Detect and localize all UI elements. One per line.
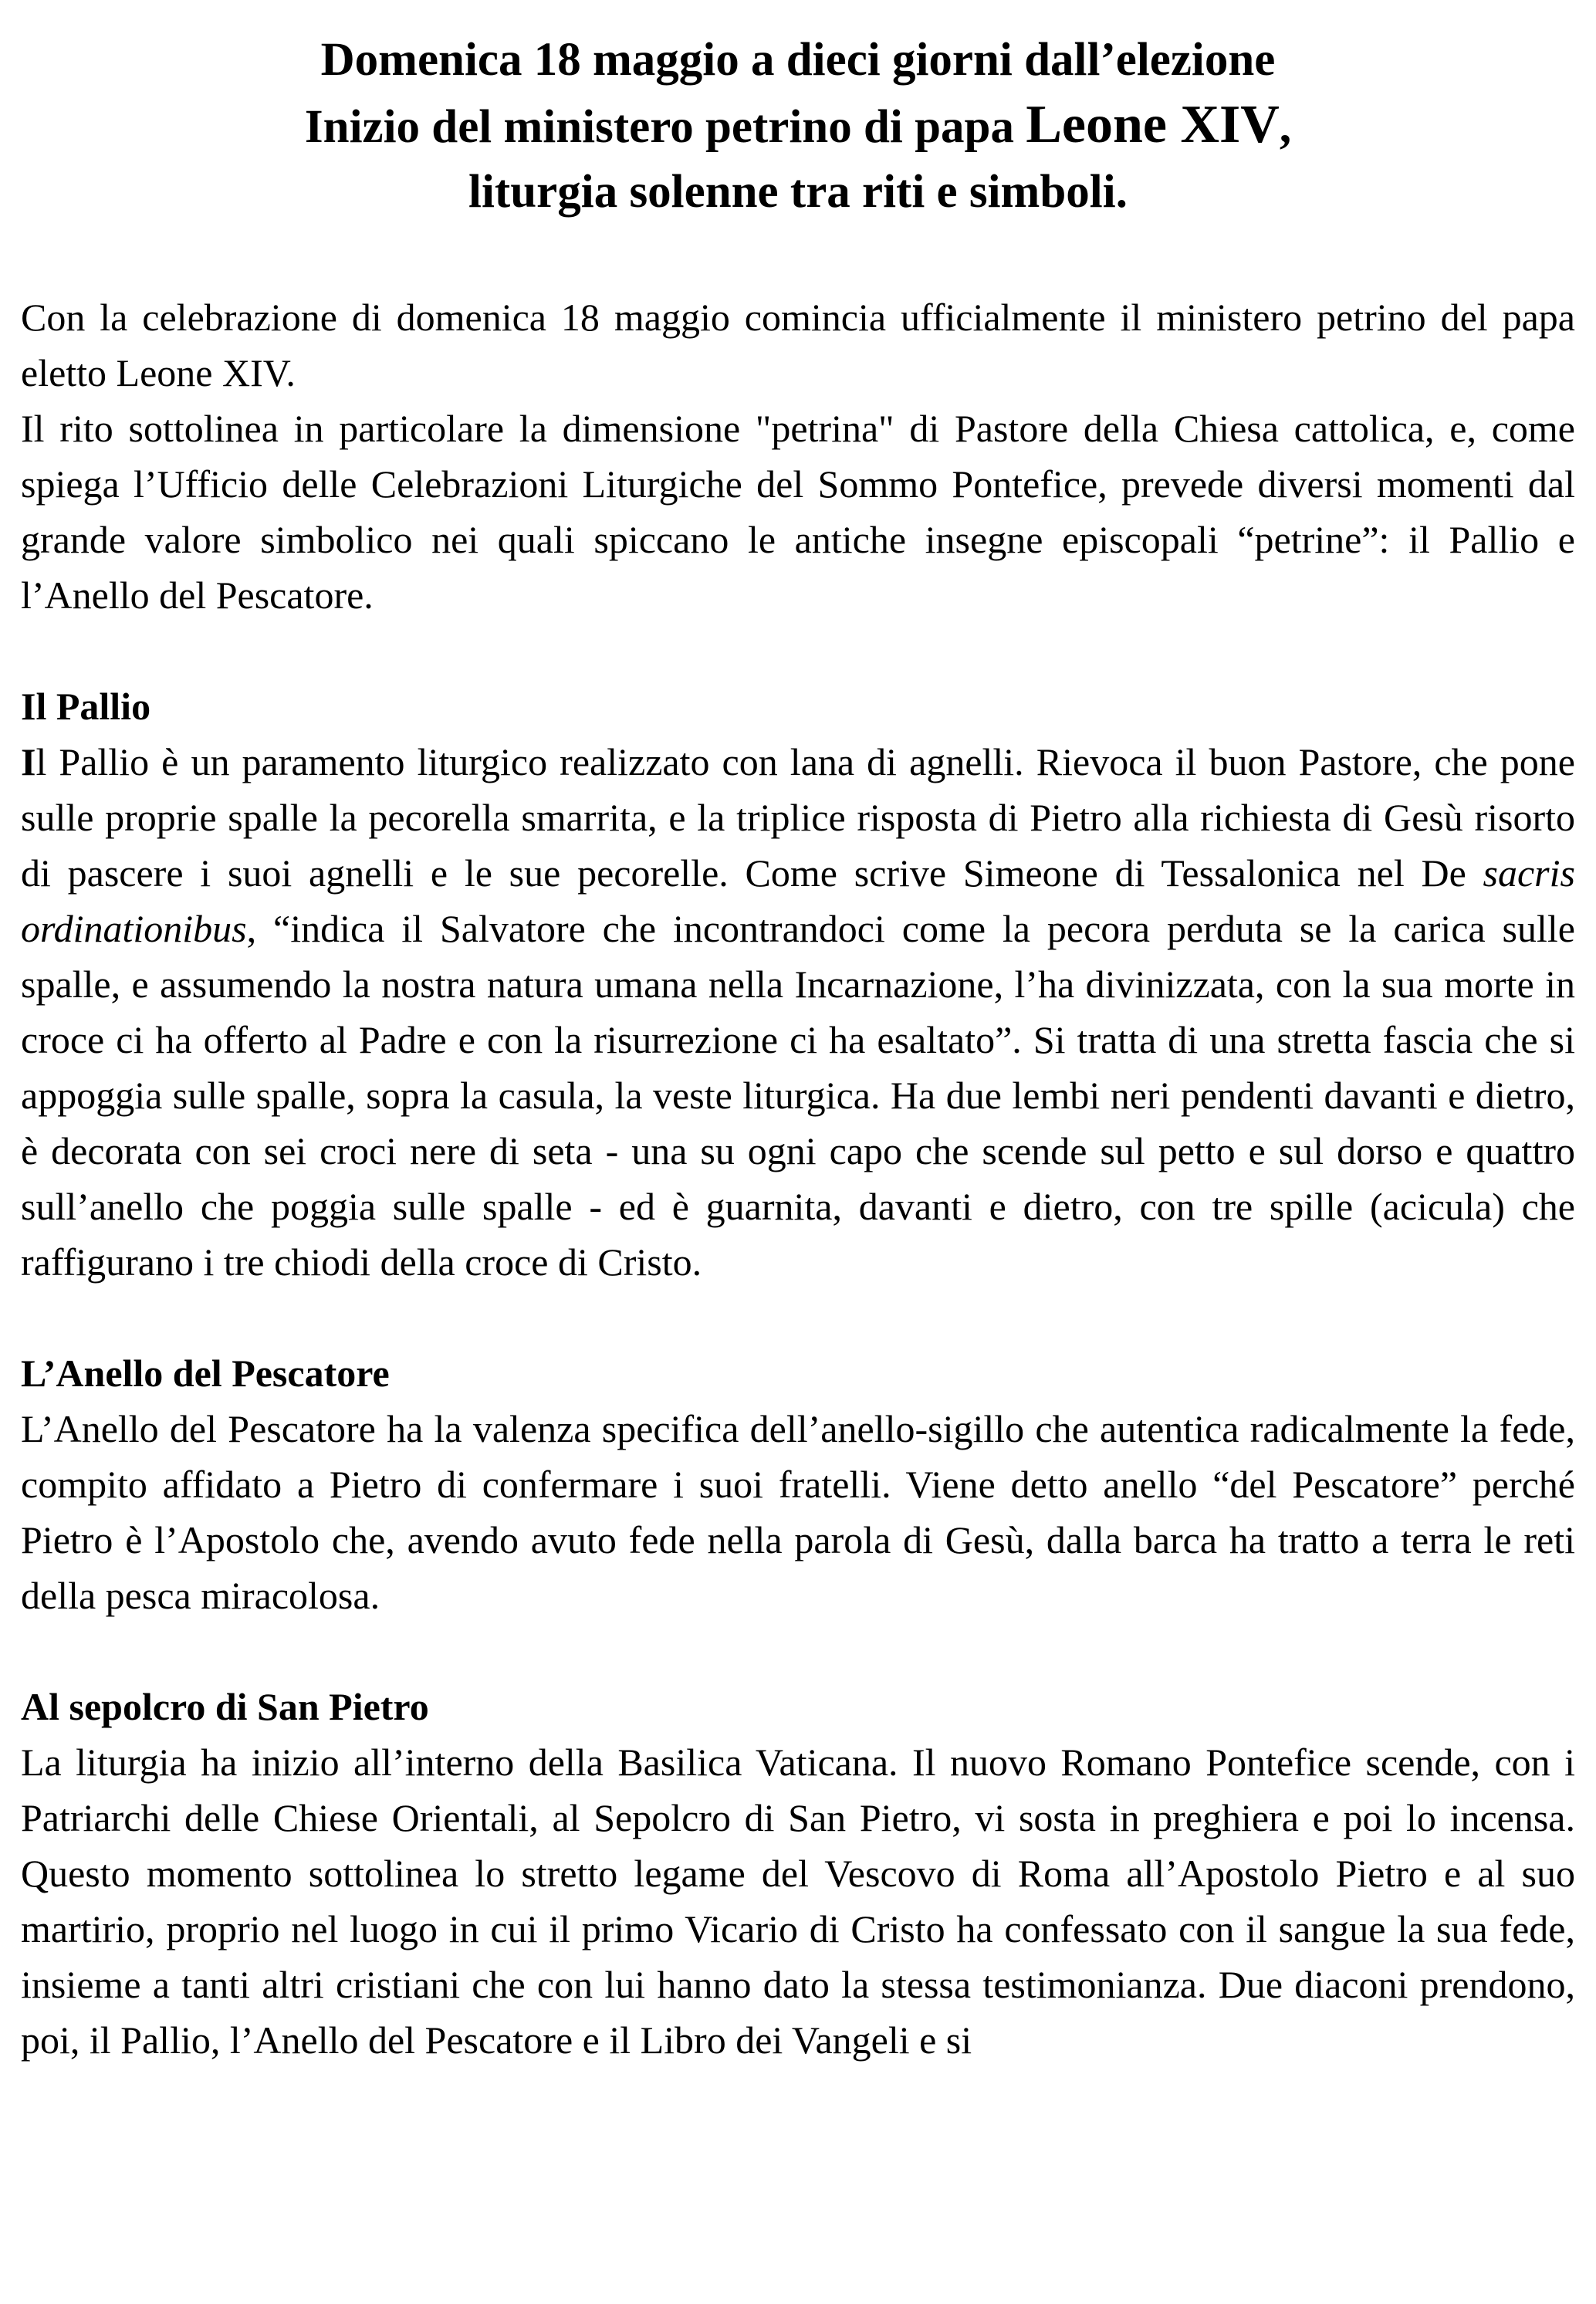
pallio-text-italic: sacris ordinationibus: [21, 851, 1575, 950]
intro-section: [21, 289, 1575, 623]
anello-section: [21, 1345, 1575, 1623]
pallio-section: [21, 678, 1575, 1290]
title-line-3: liturgia solenne tra riti e simboli.: [468, 166, 1128, 218]
article-title: [21, 23, 1575, 225]
pallio-text-after: , “indica il Salvatore che incontrandoci come la pecora perduta se la carica sulle spalle, e assumendo la nostra natura umana nella Incarnazione, l’ha divinizzata, con la sua morte in croce ci ha offerto al Padre e con la risurrezione ci ha esaltato”. Si tratta di una stretta fascia che si appoggia sulle spalle, sopra la casula, la veste liturgica. Ha due lembi neri pendenti davanti e dietro, è decorata con sei croci nere di seta - una su ogni capo che scende sul petto e sul dorso e quattro sull’anello che poggia sulle spalle - ed è guarnita, davanti e dietro, con tre spille (acicula) che raffigurano i tre chiodi della croce di Cristo.: [21, 907, 1575, 1284]
document-page: [21, 23, 1575, 2068]
title-pope-name: Leone XIV: [1026, 95, 1280, 154]
intro-paragraph-1: Con la celebrazione di domenica 18 maggio comincia ufficialmente il ministero petrino del papa eletto Leone XIV.: [21, 296, 1575, 394]
title-line-2-prefix: Inizio del ministero petrino di papa: [304, 101, 1026, 153]
pallio-text-before: l Pallio è un paramento liturgico realizzato con lana di agnelli. Rievoca il buon Pastore, che pone sulle proprie spalle la pecorella smarrita, e la triplice risposta di Pietro alla richiesta di Gesù risorto di pascere i suoi agnelli e le sue pecorelle. Come scrive Simeone di Tessalonica nel De: [21, 740, 1575, 895]
intro-paragraph-2: Il rito sottolinea in particolare la dimensione "petrina" di Pastore della Chiesa cattolica, e, come spiega l’Ufficio delle Celebrazioni Liturgiche del Sommo Pontefice, prevede diversi momenti dal grande valore simbolico nei quali spiccano le antiche insegne episcopali “petrine”: il Pallio e l’Anello del Pescatore.: [21, 407, 1575, 617]
pallio-heading: Il Pallio: [21, 685, 151, 728]
title-line-2: [21, 93, 1575, 160]
sepolcro-heading: Al sepolcro di San Pietro: [21, 1685, 429, 1728]
title-line-2-suffix: ,: [1279, 101, 1292, 153]
title-line-1: Domenica 18 maggio a dieci giorni dall’elezione: [320, 34, 1276, 86]
anello-heading: L’Anello del Pescatore: [21, 1352, 390, 1395]
anello-paragraph: L’Anello del Pescatore ha la valenza specifica dell’anello-sigillo che autentica radicalmente la fede, compito affidato a Pietro di confermare i suoi fratelli. Viene detto anello “del Pescatore” perché Pietro è l’Apostolo che, avendo avuto fede nella parola di Gesù, dalla barca ha tratto a terra le reti della pesca miracolosa.: [21, 1407, 1575, 1617]
sepolcro-section: [21, 1679, 1575, 2068]
pallio-initial: I: [21, 740, 36, 783]
pallio-paragraph: [21, 734, 1575, 1290]
sepolcro-paragraph: La liturgia ha inizio all’interno della Basilica Vaticana. Il nuovo Romano Pontefice scende, con i Patriarchi delle Chiese Orientali, al Sepolcro di San Pietro, vi sosta in preghiera e poi lo incensa. Questo momento sottolinea lo stretto legame del Vescovo di Roma all’Apostolo Pietro e al suo martirio, proprio nel luogo in cui il primo Vicario di Cristo ha confessato con il sangue la sua fede, insieme a tanti altri cristiani che con lui hanno dato la stessa testimonianza. Due diaconi prendono, poi, il Pallio, l’Anello del Pescatore e il Libro dei Vangeli e si: [21, 1741, 1575, 2062]
